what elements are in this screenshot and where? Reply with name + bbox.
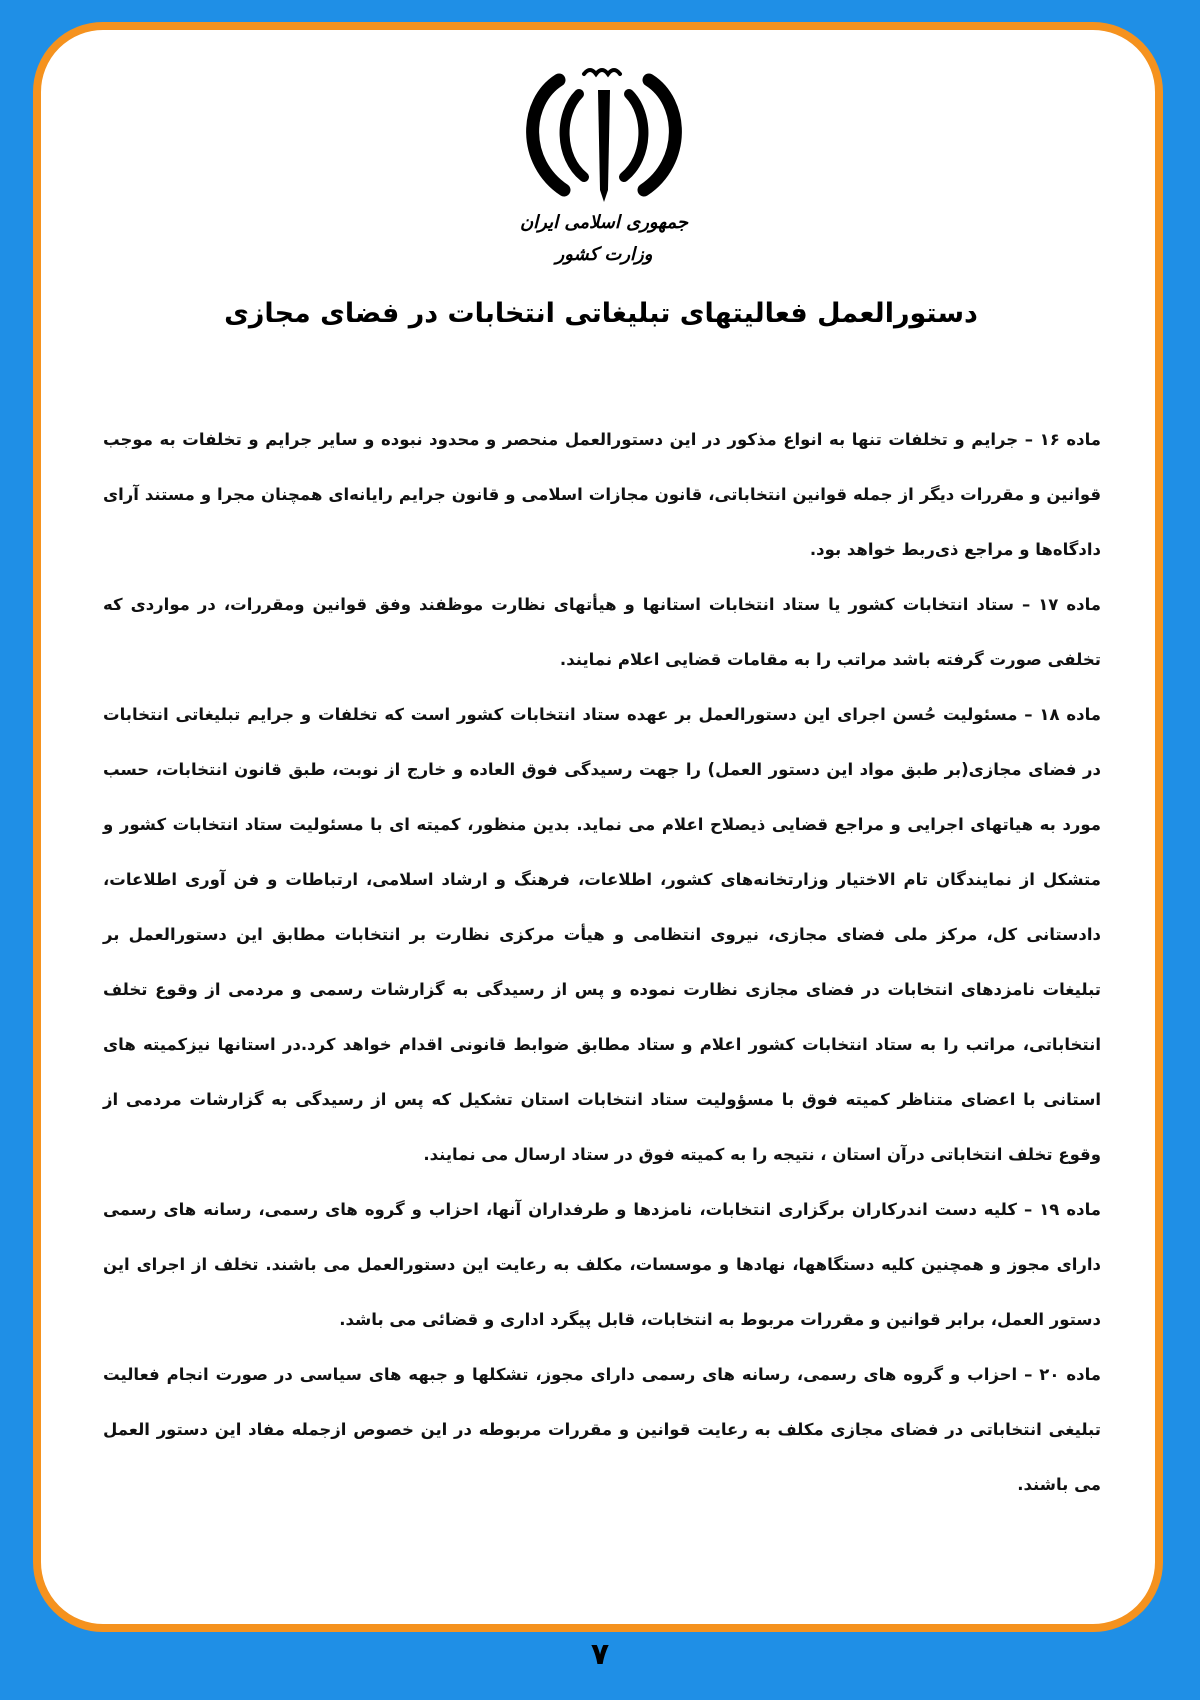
document-title: دستورالعمل فعالیتهای تبلیغاتی انتخابات در فضای مجازی — [224, 298, 978, 329]
emblem — [504, 62, 704, 272]
article-text: مسئولیت حُسن اجرای این دستورالعمل بر عهده ستاد انتخابات کشور است که تخلفات و جرایم تبلیغاتی انتخابات در فضای مجازی(بر طبق مواد این دستور العمل) را جهت رسیدگی فوق العاده و خارج از نوبت، طبق قانون انتخابات، حسب مورد به هیاتهای اجرایی و مراجع قضایی ذیصلاح اعلام می نماید. بدین منظور، کمیته ای با مسئولیت ستاد انتخابات کشور و متشکل از نمایندگان تام الاختیار وزارتخانه‌های کشور، اطلاعات، فرهنگ و ارشاد اسلامی، ارتباطات و فن آوری اطلاعات، دادستانی کل، مرکز ملی فضای مجازی، نیروی انتظامی و هیأت مرکزی نظارت بر انتخابات مطابق این دستورالعمل بر تبلیغات نامزدهای انتخابات در فضای مجازی نظارت نموده و پس از رسیدگی به گزارشات رسمی و مردمی از وقوع تخلف انتخاباتی، مراتب را به ستاد انتخابات کشور اعلام و ستاد مطابق ضوابط قانونی اقدام خواهد کرد.در استانها نیزکمیته های استانی با اعضای متناظر کمیته فوق با مسؤولیت ستاد انتخابات استان تشکیل که پس از رسیدگی به گزارشات مردمی از وقوع تخلف انتخاباتی درآن استان ، نتیجه را به کمیته فوق در ستاد ارسال می نمایند. — [103, 705, 1101, 1164]
article-heading: ماده ۱۶ – — [1024, 430, 1102, 449]
article-heading: ماده ۱۹ – — [1023, 1200, 1101, 1219]
article-heading: ماده ۲۰ – — [1024, 1365, 1101, 1384]
article-heading: ماده ۱۸ – — [1024, 705, 1101, 724]
article-text: جرایم و تخلفات تنها به انواع مذکور در این دستورالعمل منحصر و محدود نبوده و سایر جرایم و تخلفات به موجب قوانین و مقررات دیگر از جمله قوانین انتخاباتی، قانون مجازات اسلامی و قانون جرایم رایانه‌ای همچنان مجرا و مستند آرای دادگاه‌ها و مراجع ذی‌ربط خواهد بود. — [103, 430, 1101, 559]
article-18 — [103, 687, 1101, 1182]
document-body — [103, 412, 1101, 1512]
emblem-caption-ministry: وزارت کشور — [555, 244, 653, 265]
article-text: احزاب و گروه های رسمی، رسانه های رسمی دارای مجوز، تشکلها و جبهه های سیاسی در صورت انجام فعالیت تبلیغی انتخاباتی در فضای مجازی مکلف به رعایت قوانین و مقررات مربوطه در این خصوص ازجمله مفاد این دستور العمل می باشند. — [103, 1365, 1101, 1494]
iran-national-emblem-icon — [504, 62, 704, 212]
document-page — [33, 22, 1163, 1632]
page-number: ۷ — [590, 1637, 610, 1672]
article-16 — [103, 412, 1101, 577]
article-20 — [103, 1347, 1101, 1512]
article-heading: ماده ۱۷ – — [1021, 595, 1101, 614]
article-19 — [103, 1182, 1101, 1347]
article-text: کلیه دست اندرکاران برگزاری انتخابات، نامزدها و طرفداران آنها، احزاب و گروه های رسمی، رسانه های رسمی دارای مجوز و همچنین کلیه دستگاهها، نهادها و موسسات، مکلف به رعایت این دستورالعمل می باشند. تخلف از اجرای این دستور العمل، برابر قوانین و مقررات مربوط به انتخابات، قابل پیگرد اداری و قضائی می باشد. — [103, 1200, 1101, 1329]
article-17 — [103, 577, 1101, 687]
emblem-caption-republic: جمهوری اسلامی ایران — [519, 212, 689, 233]
article-text: ستاد انتخابات کشور یا ستاد انتخابات استانها و هیأتهای نظارت موظفند وفق قوانین ومقررات، در مواردی که تخلفی صورت گرفته باشد مراتب را به مقامات قضایی اعلام نمایند. — [103, 595, 1101, 669]
